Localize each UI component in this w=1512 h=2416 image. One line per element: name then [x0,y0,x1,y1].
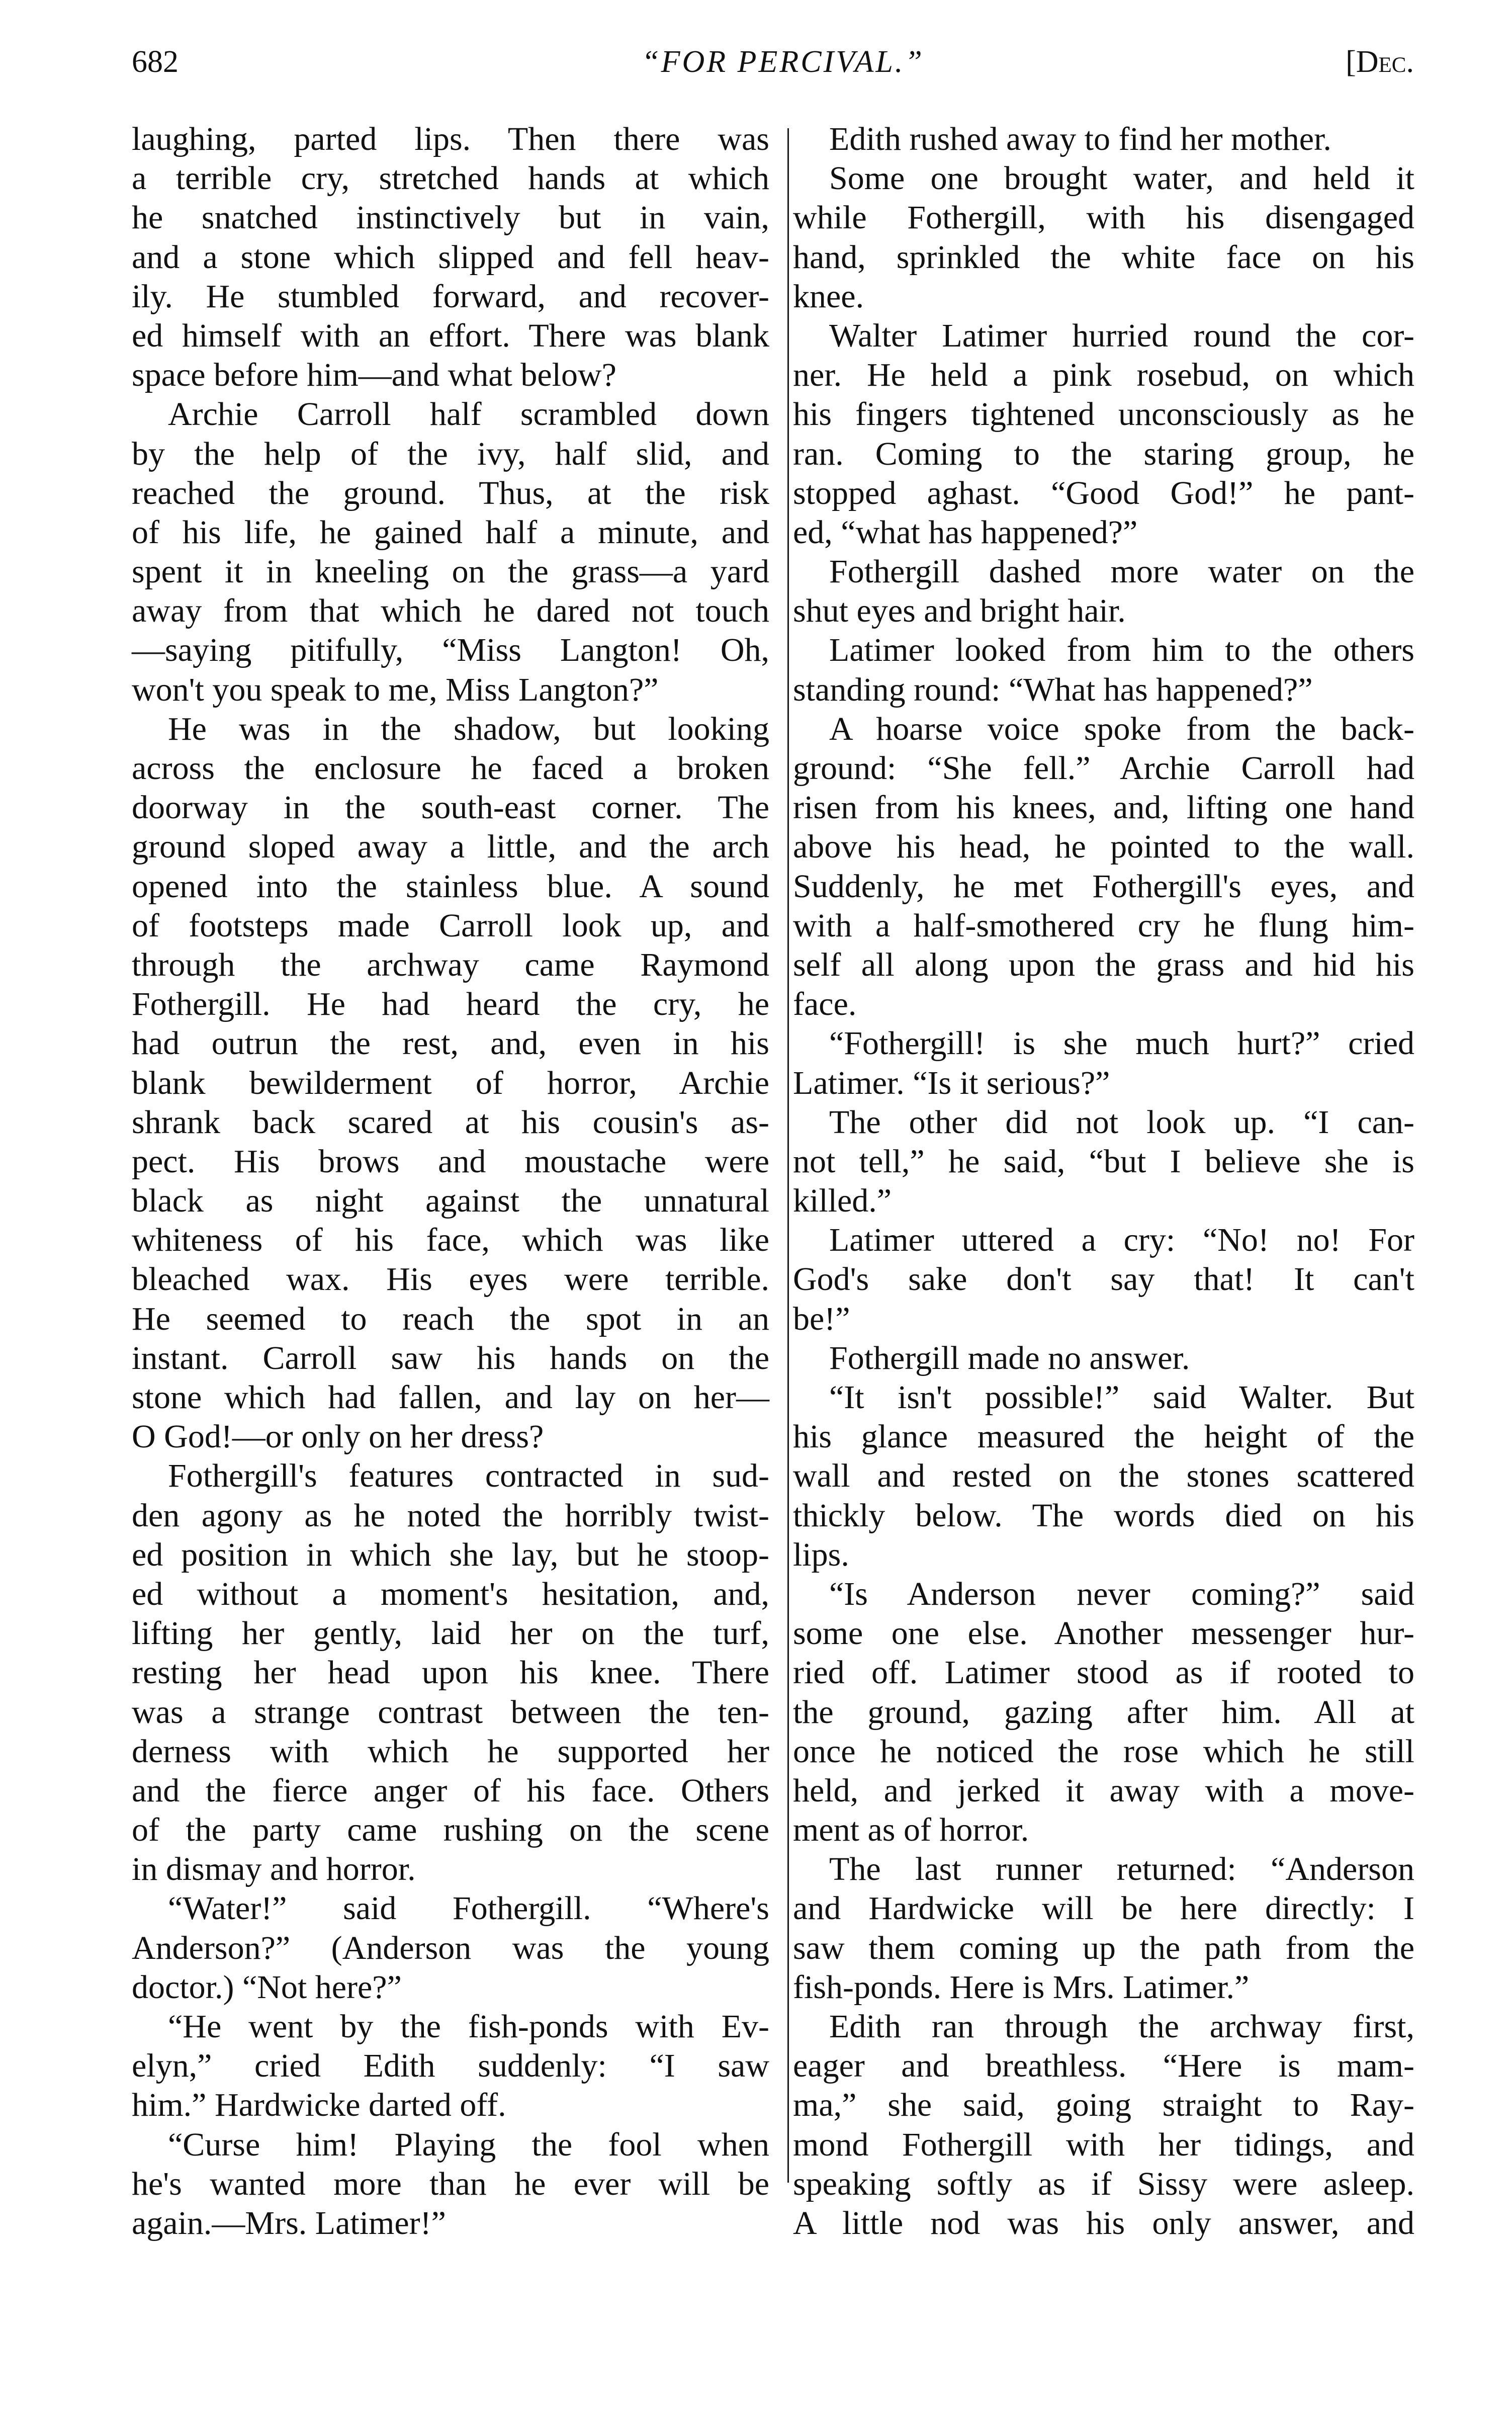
text-line: elyn,” cried Edith suddenly: “I saw [132,2047,769,2085]
text-line: face. [793,986,857,1023]
text-line: the ground, gazing after him. All at [793,1693,1414,1731]
text-line: Fothergill dashed more water on the [829,553,1414,590]
text-line: reached the ground. Thus, at the risk [132,474,769,511]
text-line: opened into the stainless blue. A sound [132,868,769,905]
text-line: Suddenly, he met Fothergill's eyes, and [793,868,1414,905]
text-line: God's sake don't say that! It can't [793,1261,1414,1298]
text-line: ily. He stumbled forward, and recover- [132,278,769,315]
text-line: “Fothergill! is she much hurt?” cried [829,1025,1414,1062]
text-line: Latimer looked from him to the others [829,632,1414,669]
running-head [132,39,1414,84]
text-line: self all along upon the grass and hid his [793,946,1414,983]
text-line: He seemed to reach the spot in an [132,1300,769,1337]
text-line: wall and rested on the stones scattered [793,1457,1414,1495]
text-line: in dismay and horror. [132,1851,416,1888]
text-line: stone which had fallen, and lay on her— [132,1379,769,1416]
page-number: 682 [132,45,179,79]
text-line: “It isn't possible!” said Walter. But [829,1379,1414,1416]
text-line: killed.” [793,1182,892,1220]
text-line: lips. [793,1536,849,1573]
text-line: be!” [793,1300,850,1337]
right-text-column [793,120,1414,2243]
text-line: Fothergill's features contracted in sud- [168,1457,769,1495]
text-line: had outrun the rest, and, even in his [132,1025,769,1062]
text-line: by the help of the ivy, half slid, and [132,435,769,472]
text-line: Archie Carroll half scrambled down [168,396,769,433]
text-line: ner. He held a pink rosebud, on which [793,357,1414,394]
text-line: whiteness of his face, which was like [132,1222,769,1259]
text-line: speaking softly as if Sissy were asleep. [793,2165,1414,2202]
text-line: ground: “She fell.” Archie Carroll had [793,750,1414,787]
text-line: laughing, parted lips. Then there was [132,121,769,157]
text-line: derness with which he supported her [132,1733,769,1770]
text-line: shut eyes and bright hair. [793,592,1126,630]
text-line: through the archway came Raymond [132,946,769,983]
text-line: and the fierce anger of his face. Others [132,1772,769,1809]
left-text-column [132,120,769,2243]
text-line: spent it in kneeling on the grass—a yard [132,553,769,590]
text-line: Fothergill. He had heard the cry, he [132,986,769,1023]
text-line: den agony as he noted the horribly twist- [132,1497,769,1534]
text-line: ried off. Latimer stood as if rooted to [793,1654,1414,1691]
text-line: hand, sprinkled the white face on his [793,238,1414,276]
text-line: him.” Hardwicke darted off. [132,2087,506,2124]
text-line: ground sloped away a little, and the arch [132,828,769,866]
text-line: a terrible cry, stretched hands at which [132,160,769,197]
text-line: knee. [793,278,864,315]
text-line: —saying pitifully, “Miss Langton! Oh, [132,632,769,669]
text-line: “Water!” said Fothergill. “Where's [168,1890,769,1927]
text-line: saw them coming up the path from the [793,1929,1414,1966]
text-line: eager and breathless. “Here is mam- [793,2047,1414,2085]
text-line: across the enclosure he faced a broken [132,750,769,787]
text-line: Edith ran through the archway first, [829,2008,1414,2045]
text-line: his glance measured the height of the [793,1418,1414,1455]
text-line: and a stone which slipped and fell heav- [132,238,769,276]
text-line: lifting her gently, laid her on the turf, [132,1615,769,1652]
text-line: away from that which he dared not touch [132,592,769,630]
text-line: “He went by the fish-ponds with Ev- [168,2008,769,2045]
text-line: A hoarse voice spoke from the back- [829,710,1414,747]
text-line: held, and jerked it away with a move- [793,1772,1414,1809]
text-line: Fothergill made no answer. [829,1339,1190,1376]
text-line: instant. Carroll saw his hands on the [132,1339,769,1376]
text-line: The last runner returned: “Anderson [829,1851,1414,1888]
text-line: stopped aghast. “Good God!” he pant- [793,474,1414,511]
text-line: won't you speak to me, Miss Langton?” [132,671,659,708]
text-line: ma,” she said, going straight to Ray- [793,2087,1414,2124]
text-line: ran. Coming to the staring group, he [793,435,1414,472]
text-line: ed position in which she lay, but he stoop- [132,1536,769,1573]
text-line: Latimer uttered a cry: “No! no! For [829,1222,1414,1259]
text-line: ed himself with an effort. There was blank [132,317,769,354]
text-line: risen from his knees, and, lifting one hand [793,789,1414,826]
running-date-mark: [Dec. [1346,45,1414,79]
text-line: again.—Mrs. Latimer!” [132,2204,446,2241]
text-line: fish-ponds. Here is Mrs. Latimer.” [793,1968,1250,2006]
text-line: Walter Latimer hurried round the cor- [829,317,1414,354]
text-line: “Is Anderson never coming?” said [829,1575,1414,1612]
text-line: Edith rushed away to find her mother. [829,121,1331,157]
text-line: Some one brought water, and held it [829,160,1414,197]
text-line: standing round: “What has happened?” [793,671,1313,708]
text-line: thickly below. The words died on his [793,1497,1414,1534]
text-line: bleached wax. His eyes were terrible. [132,1261,769,1298]
text-line: while Fothergill, with his disengaged [793,199,1414,236]
text-line: The other did not look up. “I can- [829,1103,1414,1141]
text-line: ment as of horror. [793,1811,1029,1849]
text-line: he's wanted more than he ever will be [132,2165,769,2202]
text-line: he snatched instinctively but in vain, [132,199,769,236]
text-line: with a half-smothered cry he flung him- [793,907,1414,944]
text-line: “Curse him! Playing the fool when [168,2126,769,2163]
text-line: his fingers tightened unconsciously as he [793,396,1414,433]
text-line: ed without a moment's hesitation, and, [132,1575,769,1612]
text-line: was a strange contrast between the ten- [132,1693,769,1731]
text-line: ed, “what has happened?” [793,513,1138,551]
text-line: doorway in the south-east corner. The [132,789,769,826]
text-line: resting her head upon his knee. There [132,1654,769,1691]
text-line: once he noticed the rose which he still [793,1733,1414,1770]
text-line: of his life, he gained half a minute, and [132,513,769,551]
text-line: He was in the shadow, but looking [168,710,769,747]
text-line: mond Fothergill with her tidings, and [793,2126,1414,2163]
text-line: space before him—and what below? [132,357,616,394]
running-title: “FOR PERCIVAL.” [642,45,924,79]
text-line: shrank back scared at his cousin's as- [132,1103,769,1141]
text-line: pect. His brows and moustache were [132,1143,769,1180]
text-line: not tell,” he said, “but I believe she is [793,1143,1414,1180]
text-line: Anderson?” (Anderson was the young [132,1929,769,1966]
column-divider-rule [787,128,789,2183]
text-line: and Hardwicke will be here directly: I [793,1890,1414,1927]
text-line: above his head, he pointed to the wall. [793,828,1414,866]
text-line: doctor.) “Not here?” [132,1968,402,2006]
text-line: A little nod was his only answer, and [793,2204,1414,2241]
text-line: Latimer. “Is it serious?” [793,1064,1110,1101]
text-line: blank bewilderment of horror, Archie [132,1064,769,1101]
text-line: O God!—or only on her dress? [132,1418,544,1455]
text-line: of footsteps made Carroll look up, and [132,907,769,944]
text-line: black as night against the unnatural [132,1182,769,1220]
text-line: of the party came rushing on the scene [132,1811,769,1849]
text-line: some one else. Another messenger hur- [793,1615,1414,1652]
